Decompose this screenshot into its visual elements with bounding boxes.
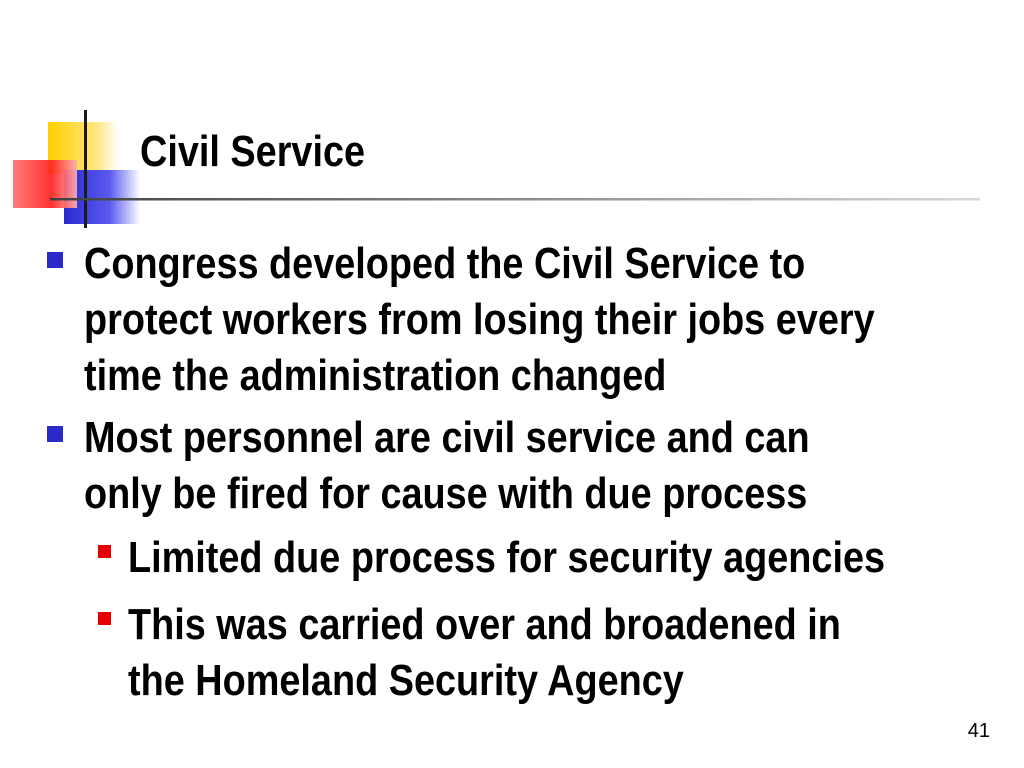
- bullet-marker: [47, 252, 63, 268]
- bullet-text-line: Limited due process for security agencies: [128, 533, 886, 582]
- sub-bullet-item: [128, 530, 1008, 586]
- bullet-item: [84, 410, 928, 522]
- sub-bullet-marker: [98, 545, 111, 558]
- bullet-text-line: Most personnel are civil service and can: [84, 413, 810, 462]
- bullet-text-line: only be fired for cause with due process: [84, 469, 808, 518]
- bullet-text-line: This was carried over and broadened in: [128, 600, 841, 649]
- bullet-text-line: Congress developed the Civil Service to: [84, 239, 806, 288]
- bullet-item: [84, 236, 1003, 404]
- slide-title: Civil Service: [140, 127, 366, 176]
- sub-bullet-marker: [98, 612, 111, 625]
- page-number: 41: [967, 720, 990, 742]
- bullet-text-line: protect workers from losing their jobs every: [84, 295, 875, 344]
- bullet-marker: [47, 426, 63, 442]
- sub-bullet-item: [128, 597, 957, 709]
- bullet-text-line: the Homeland Security Agency: [128, 656, 684, 705]
- bullet-text-line: time the administration changed: [84, 351, 667, 400]
